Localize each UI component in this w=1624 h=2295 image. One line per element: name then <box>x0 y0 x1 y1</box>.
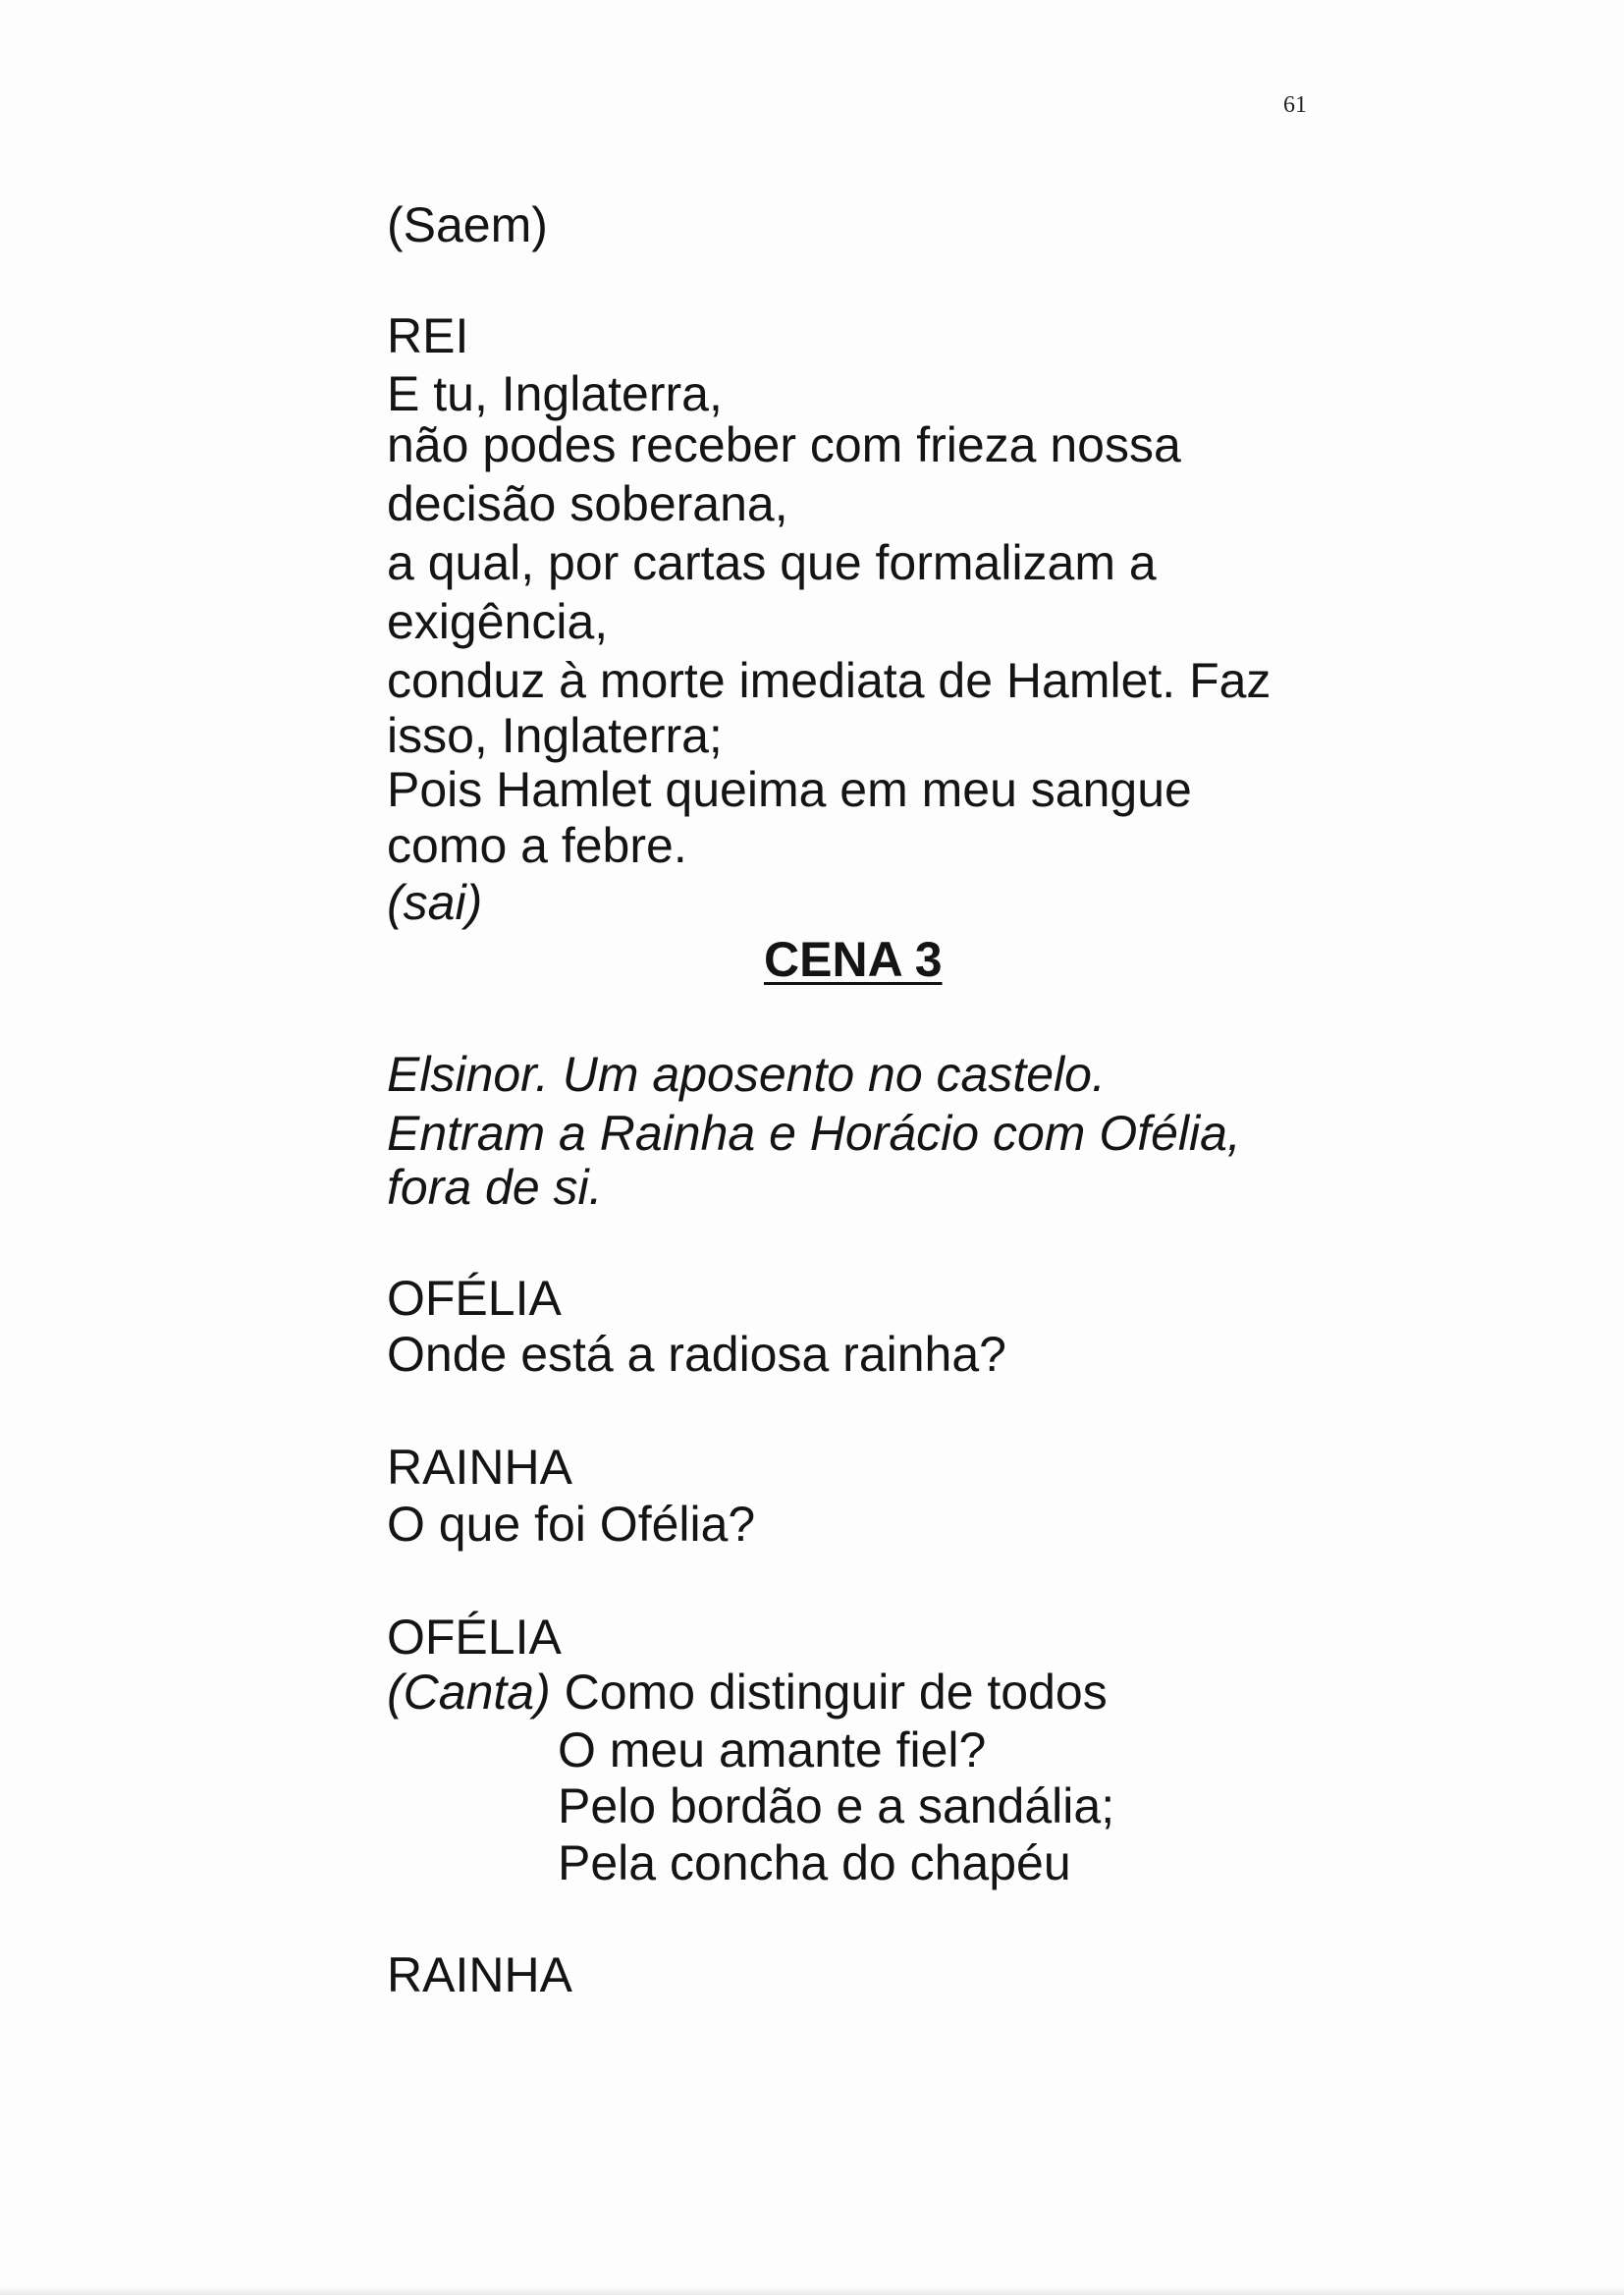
speaker-ofelia: OFÉLIA <box>387 1271 562 1326</box>
speaker-rainha: RAINHA <box>387 1947 572 2002</box>
dialogue-line: isso, Inglaterra; <box>387 708 723 763</box>
dialogue-line: Onde está a radiosa rainha? <box>387 1327 1006 1382</box>
song-first-line <box>387 1664 1108 1721</box>
dialogue-line: não podes receber com frieza nossa <box>387 417 1181 472</box>
dialogue-line: conduz à morte imediata de Hamlet. Faz <box>387 653 1272 708</box>
dialogue-line: Pois Hamlet queima em meu sangue <box>387 762 1192 817</box>
stage-direction-exit: (Saem) <box>387 197 548 252</box>
dialogue-line: como a febre. <box>387 818 687 873</box>
scene-description-line: Entram a Rainha e Horácio com Ofélia, <box>387 1106 1241 1161</box>
scene-description-line: Elsinor. Um aposento no castelo. <box>387 1047 1106 1102</box>
page-number: 61 <box>1283 92 1307 118</box>
dialogue-line: E tu, Inglaterra, <box>387 366 723 421</box>
song-line: Como distinguir de todos <box>564 1665 1108 1720</box>
scan-edge-shadow <box>0 2287 1624 2295</box>
speaker-rainha: RAINHA <box>387 1440 572 1495</box>
dialogue-line: exigência, <box>387 594 609 649</box>
stage-direction-canta: (Canta) <box>387 1665 551 1720</box>
dialogue-line: decisão soberana, <box>387 476 788 531</box>
scene-heading: CENA 3 <box>764 932 943 987</box>
dialogue-line: a qual, por cartas que formalizam a <box>387 535 1157 590</box>
song-line: Pelo bordão e a sandália; <box>558 1778 1115 1833</box>
stage-direction-sai: (sai) <box>387 875 483 930</box>
scene-description-line: fora de si. <box>387 1160 603 1215</box>
dialogue-line: O que foi Ofélia? <box>387 1497 756 1552</box>
speaker-ofelia: OFÉLIA <box>387 1610 562 1665</box>
speaker-rei: REI <box>387 308 469 363</box>
song-line: Pela concha do chapéu <box>558 1835 1071 1890</box>
song-line: O meu amante fiel? <box>558 1722 987 1777</box>
